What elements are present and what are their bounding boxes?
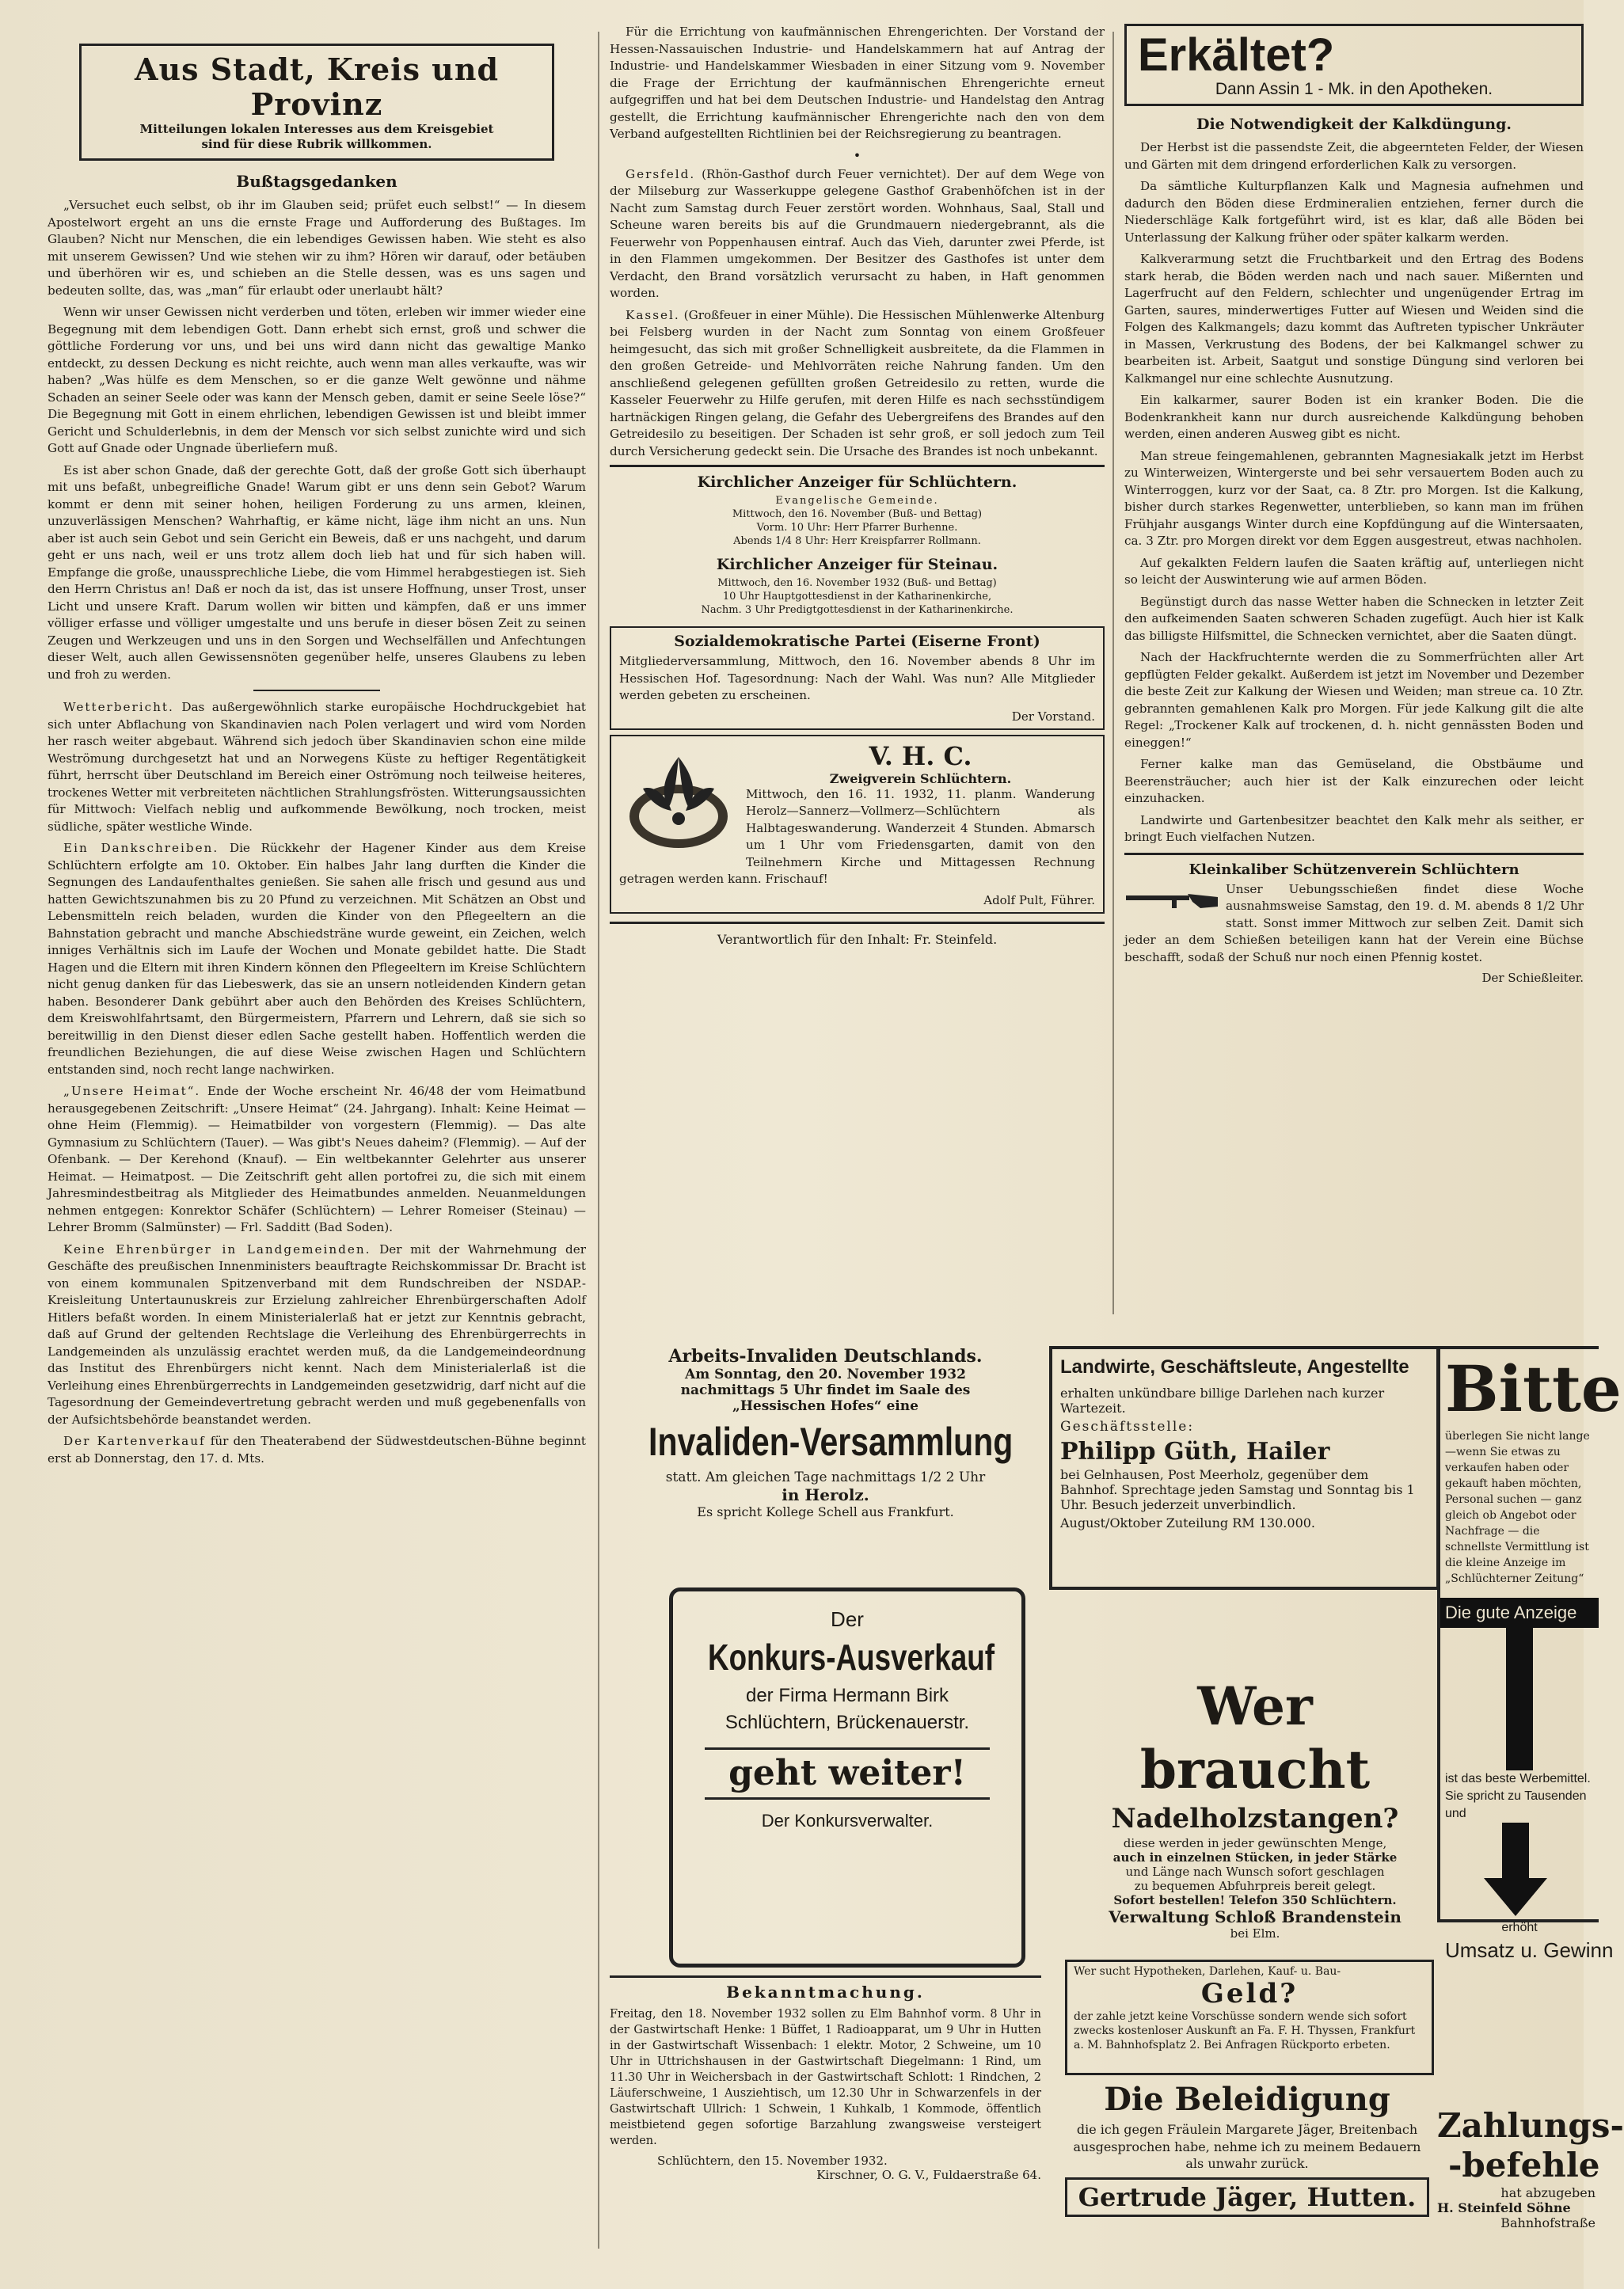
ad-line: Schlüchtern, den 15. November 1932. <box>657 2154 888 2168</box>
news-lead: Keine Ehrenbürger in Landgemeinden. <box>63 1241 371 1257</box>
ad-big-text: Wer braucht <box>1139 1675 1371 1800</box>
news-lead: Wetterbericht. <box>63 700 174 714</box>
article-paragraph: Es ist aber schon Gnade, daß der gerechte Gott, daß der große Gott sich überhaupt mit uns befaßt, unbegreifliche Gnade! Warum gibt er uns denn sein Gebot? Warum kommt er denn mit seiner hohen, heiligen Forderung zu uns armen, kleinen, unzuverlässigen Menschen? Wahrhaftig, er käme nicht, läge ihm nicht an uns. Nun aber ist auch sein Gebot und sein Gericht ein Beweis, daß er uns nachgeht, und darum geht er uns nach, weil er uns trotz allem doch lieb hat und für sich haben will. Empfange die große, unaussprechliche Liebe, die vom Himmel herabgestiegen ist. Sieh den Herrn Christus an! Daß er noch da ist, das ist unsere Hoffnung, unser Trost, unser Licht und unsere Kraft. Darum wollen wir bitten und kämpfen, daß er uns immer völliger erfasse und völliger umgestalte und uns berufe in dieser bösen Zeit zu seinen Zeugen und Werkzeugen und uns in den Sorgen und Wechselfällen und Anfechtungen dieser Welt, auch allen Gewissensnöten gegenüber helfe, unseres Glaubens zu leben und froh zu werden. <box>48 462 586 682</box>
ad-bitte <box>1437 1346 1622 1962</box>
article-paragraph: Nach der Hackfruchternte werden die zu Sommerfrüchten aller Art gepflügten Felder gekalkt. Außerdem ist jetzt im November und Dezember die beste Zeit zur Kalkung der Wiesen und Weiden; man streue ca. 10 Ztr. gebrannten gemahlenen Kalk pro Morgen. Für jede Kalkung gilt die alte Regel: „Trockener Kalk auf trockenen, d. h. nicht gennässten Boden und eineggen!“ <box>1124 650 1584 750</box>
news-text: Ende der Woche erscheint Nr. 46/48 der vom Heimatbund herausgegebenen Zeitschrift: „Unsere Heimat“ (24. Jahrgang). Inhalt: Keine Heimat — ohne Heim (Flemmig). — Heimatbilder von vorgestern (Flemmig). — Das alte Gymnasium zu Schlüchtern (Tauer). — Was gibt's Neues daheim? (Flemmig). — Auf der Ofenbank. — Der Kerehond (Knauf). — Ein weltbekannter Gelehrter aus unserer Heimat. — Heimatpost. — Die Zeitschrift geht allen portofrei zu, die sich mit einem Jahresmindestbeitrag als Mitglieder des Heimatbundes anmelden. Neuanmeldungen nehmen entgegen: Konrektor Schäfer (Schlüchtern) — Lehrer Romeiser (Steinau) — Lehrer Bromm (Salmünster) — Frl. Sadditt (Bad Soden). <box>48 1084 586 1234</box>
news-item <box>610 307 1105 461</box>
article-paragraph: Für die Errichtung von kaufmännischen Ehrengerichten. Der Vorstand der Hessen-Nassauischen Industrie- und Handelskammern hat auf Antrag der Industrie- und Handelskammer Wiesbaden in einer Sitzung vom 9. November die Frage der Errichtung der kaufmännischen Ehrengerichte erneut aufgegriffen und hat bei dem Deutschen Industrie- und Handelstag den Antrag gestellt, die Errichtung kaufmännischer Ehrengerichte nach den von dem Verband aufgestellten Richtlinien bei der Reichsregierung zu beantragen. <box>610 25 1105 141</box>
notice-text: Unser Uebungsschießen findet diese Woche ausnahmsweise Samstag, den 19. d. M. abends 8 1/2 Uhr statt. Sonst immer Mittwoch zur selben Zeit. Damit sich jeder an dem Schießen beteiligen kann hat der Verein eine Büchse beschafft, sodaß der Schuß nur noch einen Pfennig kostet. <box>1124 881 1584 964</box>
ad-line: statt. Am gleichen Tage nachmittags 1/2 2 Uhr <box>665 1470 986 1485</box>
article-paragraph: Wenn wir unser Gewissen nicht verderben und töten, erleben wir immer wieder eine Begegnung mit dem lebendigen Gott. Dann erhebt sich ernst, groß und schwer die göttliche Forderung vor uns, und bei uns wird dann nicht das gewaltige Manko entdeckt, zu dessen Deckung es nicht reichte, auch wenn man alles verkaufte, was wir haben? „Was hülfe es dem Menschen, so er die ganze Welt gewönne und nähme Schaden an seiner Seele oder was kann der Mensch geben, damit er seine Seele löse?“ Die Begegnung mit Gott in einem ehrlichen, lebendigen Gewissen ist und bleibt immer Gericht und Schulderlebnis, in dem der Mensch vor sich selbst zunichte wird und sich Gott auf Gnade oder Ungnade überliefern muß. <box>48 305 586 455</box>
ad-big-text: Geld? <box>1200 1978 1299 2010</box>
ad-line: zu bequemen Abfuhrpreis bereit gelegt. <box>1134 1879 1376 1893</box>
notice-line: Vorm. 10 Uhr: Herr Pfarrer Burhenne. <box>756 522 958 534</box>
news-lead: Kassel. <box>626 307 680 322</box>
notice-title: Sozialdemokratische Partei (Eiserne Front) <box>674 633 1040 650</box>
section-subtitle: Mitteilungen lokalen Interesses aus dem Kreisgebiet <box>139 122 494 136</box>
down-arrow-icon <box>1440 1823 1591 1918</box>
news-item <box>48 1241 586 1429</box>
ad-line: und Länge nach Wunsch sofort geschlagen <box>1125 1865 1385 1879</box>
ad-line: August/Oktober Zuteilung RM 130.000. <box>1060 1515 1316 1530</box>
news-item <box>48 699 586 835</box>
news-text: für den Theaterabend der Südwestdeutschen-Bühne beginnt erst ab Donnerstag, den 17. d. Mts. <box>48 1434 586 1466</box>
ad-line: Verwaltung Schloß Brandenstein <box>1109 1907 1402 1926</box>
column-agriculture <box>1124 24 1584 1322</box>
arrow-shaft <box>1506 1628 1533 1770</box>
article-title: Die Notwendigkeit der Kalkdüngung. <box>1196 116 1512 133</box>
ad-headline: Nadelholzstangen? <box>1111 1803 1399 1835</box>
ad-zahlungsbefehle <box>1437 2106 1624 2264</box>
article-paragraph: Ein kalkarmer, saurer Boden ist ein kranker Boden. Die die Bodenkrankheit kann nur durch ausreichende Kalkdüngung behoben werden, einen anderen Ausweg gibt es nicht. <box>1124 393 1584 441</box>
ad-big-text: Invaliden-Versammlung <box>648 1420 1014 1464</box>
ad-erkaeltet <box>1124 24 1584 106</box>
ad-line: der Firma Hermann Birk <box>745 1685 949 1706</box>
notice-title: Kirchlicher Anzeiger für Steinau. <box>716 556 998 573</box>
news-text: Das außergewöhnlich starke europäische Hochdruckgebiet hat sich unter Abflachung von Skandinavien nach Polen verlagert und wird vom Norden her rasch weiter abgebaut. Während sich jedoch über Skandinavien schon eine milde Weströmung durchgesetzt hat und an Norwegens Küste zu heftiger Regentätigkeit führt, herrscht über Deutschland im Bereich einer Oströmung noch teilweise heiteres, trockenes Wetter mit verbreiteten nächtlichen Strahlungsfrösten. Witterungsaussichten für Mittwoch: Vielfach neblig und aufkommende Bewölkung, noch trocken, meist südliche, später westliche Winde. <box>48 700 586 834</box>
news-text: (Rhön-Gasthof durch Feuer vernichtet). Der auf dem Wege von der Milseburg zur Wasserkuppe gelegene Gasthof Grabenhöfchen ist in der Nacht zum Samstag durch Feuer zerstört worden. Wohnhaus, Saal, Stall und Scheune waren bereits bis auf die Grundmauern niedergebrannt, als die Feuerwehr von Poppenhausen eintraf. Auch das Vieh, darunter zwei Pferde, ist in den Flammen umgekommen. Der Besitzer des Gasthofes ist unter dem Verdacht, den Brand vorsätzlich verursacht zu haben, in Haft genommen worden. <box>610 166 1105 300</box>
ad-headline: Arbeits-Invaliden Deutschlands. <box>668 1346 983 1367</box>
ad-bekanntmachung <box>610 1975 1041 2271</box>
notice-text: Mitgliederversammlung, Mittwoch, den 16. November abends 8 Uhr im Hessischen Hof. Tagesordnung: Nach der Wahl. Was nun? Alle Mitglieder werden gebeten zu erscheinen. <box>619 654 1095 702</box>
news-item <box>48 840 586 1078</box>
ad-text: die ich gegen Fräulein Margarete Jäger, Breitenbach ausgesprochen habe, nehme ich zu meinem Bedauern als unwahr zurück. <box>1073 2122 1421 2171</box>
section-title: Aus Stadt, Kreis und Provinz <box>134 51 500 122</box>
section-subtitle: sind für diese Rubrik willkommen. <box>201 137 432 151</box>
article-paragraph: Man streue feingemahlenen, gebrannten Magnesiakalk jetzt im Herbst zu Winterweizen, Wintergerste und bei sehr versauertem Boden auch zu Winterroggen, kurz vor der Saat, ca. 8 Ztr. pro Morgen. Ist die Kalkung, bisher durch starkes Regenwetter, unterblieben, so kann man im frühen Frühjahr ausgangs Winter durch eine Kopfdüngung auf die Wintersaaten, ca. 3 Ztr. pro Morgen direkt vor dem Eggen ausgestreut, etwas nachholen. <box>1124 448 1584 548</box>
article-paragraph: Begünstigt durch das nasse Wetter haben die Schnecken in letzter Zeit den aufkeimenden Saaten schweren Schaden zugefügt. Auch hier ist Kalk das billigste Hilfsmittel, die Schnecken vernichtet, aber die Saaten düngt. <box>1124 594 1584 643</box>
news-lead: Gersfeld. <box>626 166 696 181</box>
ad-nadelholz <box>1077 1675 1433 1941</box>
ad-text: Freitag, den 18. November 1932 sollen zu Elm Bahnhof vorm. 8 Uhr in der Gastwirtschaft Henke: 1 Büffet, 1 Radioapparat, um 9 Uhr in Hutten in der Gastwirtschaft Wissenbach: 1 elektr. Motor, 2 Schweine, um 10 Uhr in Uttrichshausen in der Gastwirtschaft Diegelmann: 1 Rind, um 11.30 Uhr in Weichersbach in der Gastwirtschaft Schlott: 1 Rindchen, 2 Läuferschweine, 1 Ausziehtisch, um 12.30 Uhr in Schwarzenfels in der Gastwirtschaft Ullrich: 1 Schwein, 1 Kuhkalb, 1 Kommode, öffentlich meistbietend gegen sofortige Barzahlung zwangsweise versteigert werden. <box>610 2008 1041 2147</box>
notice-text: Mittwoch, den 16. 11. 1932, 11. planm. Wanderung Herolz—Sannerz—Vollmerz—Schlüchtern als Halbtageswanderung. Wanderzeit 4 Stunden. Abmarsch um 1 Uhr vom Friedensgarten, damit von den Teilnehmern Kirche und Mittagessen Rechnung getragen werden kann. Frischauf! <box>619 786 1095 886</box>
ad-text: überlegen Sie nicht lange—wenn Sie etwas zu verkaufen haben oder gekauft haben möchten, Personal suchen — ganz gleich ob Angebot oder Nachfrage — die schnellste Vermittlung ist die kleine Anzeige im „Schlüchterner Zeitung“ <box>1445 1430 1590 1585</box>
article-title: Bußtagsgedanken <box>236 172 397 191</box>
article-paragraph: Auf gekalkten Feldern laufen die Saaten kräftig auf, unterliegen nicht so leicht der Auswinterung wie auf armen Böden. <box>1124 555 1584 587</box>
church-notice-schluechtern <box>610 465 1105 622</box>
notice-line: 10 Uhr Hauptgottesdienst in der Katharinenkirche, <box>722 591 992 603</box>
news-item <box>48 1083 586 1237</box>
ad-text: erhalten unkündbare billige Darlehen nach kurzer Wartezeit. <box>1060 1386 1385 1416</box>
ad-big-text: Die Beleidigung <box>1104 2081 1390 2118</box>
ad-line: bei Elm. <box>1230 1926 1280 1941</box>
section-header-box <box>79 44 554 161</box>
ad-line: Der Konkursverwalter. <box>761 1811 934 1831</box>
ad-big-text: -befehle <box>1448 2146 1600 2184</box>
ad-headline: Die gute Anzeige <box>1440 1598 1599 1628</box>
ad-big-text: Philipp Güth, Hailer <box>1060 1438 1330 1466</box>
ad-line: hat abzugeben <box>1500 2185 1595 2200</box>
ad-line: Bahnhofstraße <box>1500 2215 1595 2230</box>
notice-line: Abends 1/4 8 Uhr: Herr Kreispfarrer Rollmann. <box>733 535 981 547</box>
news-lead: „Unsere Heimat“. <box>63 1084 201 1098</box>
notice-line: Mittwoch, den 16. November (Buß- und Bettag) <box>732 508 983 520</box>
ad-line: diese werden in jeder gewünschten Menge, <box>1123 1836 1387 1850</box>
vhc-notice <box>610 735 1105 914</box>
ad-big-text: geht weiter! <box>705 1747 990 1800</box>
notice-line: Mittwoch, den 16. November 1932 (Buß- und Bettag) <box>717 577 997 589</box>
ad-big-text: Bitte <box>1445 1352 1622 1426</box>
column-rule <box>1112 32 1114 1314</box>
ad-konkurs <box>669 1587 1025 1968</box>
ad-text: ist das beste Werbemittel. Sie spricht zu Tausenden und <box>1445 1772 1591 1820</box>
ad-big-text: Zahlungs- <box>1437 2106 1624 2145</box>
news-item <box>610 166 1105 302</box>
notice-signature: Der Vorstand. <box>1011 709 1095 724</box>
ad-line: H. Steinfeld Söhne <box>1437 2200 1571 2215</box>
ad-signature: Gertrude Jäger, Hutten. <box>1065 2177 1429 2217</box>
article-paragraph: Ferner kalke man das Gemüseland, die Obstbäume und Beerensträucher; auch hier ist der Kalk einzurechen oder leicht einzuhacken. <box>1124 757 1584 805</box>
ad-headline: Bekanntmachung. <box>726 1983 925 2002</box>
news-item <box>48 1433 586 1467</box>
ad-headline: Landwirte, Geschäftsleute, Angestellte <box>1060 1356 1409 1378</box>
ad-geld <box>1065 1960 1434 2075</box>
column-local-news <box>48 44 586 2253</box>
divider <box>253 690 380 691</box>
news-lead: Der Kartenverkauf <box>63 1434 206 1448</box>
ad-line: Schlüchtern, Brückenauerstr. <box>725 1712 970 1733</box>
notice-title: V. H. C. <box>869 740 972 771</box>
ad-line: in Herolz. <box>782 1485 869 1504</box>
ad-line: auch in einzelnen Stücken, in jeder Stärke <box>1112 1850 1398 1865</box>
article-paragraph: „Versuchet euch selbst, ob ihr im Glauben seid; prüfet euch selbst!“ — In diesem Apostelwort ergeht an uns die ernste Frage und Aufforderung des Bußtages. Im Glauben? Nicht nur Menschen, die ein lebendiges Gewissen haben. Wie steht es also mit unserem Gewissen? Und wie stehen wir zu ihm? Hören wir darauf, oder betäuben und überhören wir es, und schieben an die Stelle dessen, was es uns sagen und bedeuten sollte, das, was „man“ für erlaubt oder unerlaubt hält? <box>48 198 586 298</box>
ad-line: Wer sucht Hypotheken, Darlehen, Kauf- u. Bau- <box>1074 1965 1341 1978</box>
article-paragraph: Da sämtliche Kulturpflanzen Kalk und Magnesia aufnehmen und dadurch den Böden diese Erdmineralien entziehen, ferner durch die Niederschläge Kalk fortgeführt wird, ist es klar, daß alle Böden bei Unterlassung der Kalkung früher oder später kalkarm werden. <box>1124 179 1584 245</box>
article-paragraph: Kalkverarmung setzt die Fruchtbarkeit und den Ertrag des Bodens stark herab, die Böden werden nach und nach sauer. Mißernten und Lagerfrucht auf den Feldern, schlechter und ungenügender Ertrag im Garten, saures, minderwertiges Futter auf Wiesen und Weiden sind die Folgen des Kalkmangels; dazu kommt das Auftreten typischer Unkräuter in Massen, Verkrustung des Bodens, der bei Kalkmangel schwer zu bearbeiten ist. Arbeit, Saatgut und sonstige Düngung sind verloren bei Kalkmangel nur eine schlechte Ausnutzung. <box>1124 252 1584 386</box>
ad-darlehen <box>1049 1346 1440 1590</box>
news-lead: Ein Dankschreiben. <box>63 841 219 855</box>
ad-line: Umsatz u. Gewinn <box>1445 1938 1614 1962</box>
ad-text: der zahle jetzt keine Vorschüsse sondern wende sich sofort zwecks kostenloser Auskunft an Fa. F. H. Thyssen, Frankfurt a. M. Bahnhofsplatz 2. Bei Anfragen Rückporto erbeten. <box>1074 2010 1416 2051</box>
ad-line: erhöht <box>1501 1921 1538 1934</box>
ad-signature: Kirschner, O. G. V., Fuldaerstraße 64. <box>816 2168 1041 2182</box>
article-paragraph: Landwirte und Gartenbesitzer beachtet den Kalk mehr als seither, er bringt Euch vielfachen Nutzen. <box>1124 812 1584 844</box>
column-regional-news <box>610 24 1105 1298</box>
notice-signature: Der Schießleiter. <box>1481 971 1584 985</box>
ad-line: Am Sonntag, den 20. November 1932 <box>685 1367 966 1382</box>
ad-line: Es spricht Kollege Schell aus Frankfurt. <box>697 1504 954 1519</box>
notice-title: Kleinkaliber Schützenverein Schlüchtern <box>1189 861 1519 878</box>
ad-line: „Hessischen Hofes“ eine <box>732 1398 918 1414</box>
spd-notice <box>610 626 1105 730</box>
notice-signature: Adolf Pult, Führer. <box>983 892 1095 907</box>
ad-headline: Erkältet? <box>1138 29 1335 81</box>
ad-text: bei Gelnhausen, Post Meerholz, gegenüber dem Bahnhof. Sprechtage jeden Samstag und Sonntag bis 1 Uhr. Besuch jederzeit unverbindlich. <box>1060 1467 1415 1512</box>
article-paragraph: Der Herbst ist die passendste Zeit, die abgeernteten Felder, der Wiesen und Gärten mit dem dringend erforderlichen Kalk zu versorgen. <box>1124 140 1584 172</box>
oak-leaf-emblem-icon <box>619 741 738 860</box>
news-text: Der mit der Wahrnehmung der Geschäfte des preußischen Innenministers beauftragte Reichskommissar Dr. Bracht ist von einem kommunalen Spitzenverband mit dem Rundschreiben der NSDAP.-Kreisleitung Untertaunuskreis zur Erzielung zahlreicher Ehrenbürgerschaften Adolf Hitlers befaßt worden. In einem Ministerialerlaß hat er jetzt zur Kenntnis gebracht, daß auf Grund der geltenden Rechtslage die Verleihung des Ehrenbürgerrechts in Landgemeinden als unzulässig erachtet werden muß, da die Landgemeindeordnung das Institut des Ehrenbürgers nicht kennt. Nach dem Ministerialerlaß ist die Verleihung eines Ehrenbürgerrechts in Landgemeinden gesetzwidrig, darf nicht auf die Tagesordnung der Gemeindevertretung gebracht werden und muß gegebenenfalls von der Aufsichtsbehörde beanstandet werden. <box>48 1241 586 1427</box>
column-rule <box>598 32 599 2249</box>
rifle-icon <box>1124 884 1219 916</box>
notice-line: Evangelische Gemeinde. <box>775 495 939 507</box>
ad-line: Der <box>831 1607 864 1631</box>
news-text: Die Rückkehr der Hagener Kinder aus dem Kreise Schlüchtern erfolgte am 10. Oktober. Ein halbes Jahr lang durften die Kinder die Segnungen des Landaufenthaltes genießen. Sie sahen alle frisch und gesund aus und hatten Gewichtszunahmen bis zu 20 Pfund zu verzeichnen. Mit Schätzen an Obst und Lebensmitteln reich beladen, wurden die Kinder von den Pflegeeltern an die Bahnstation gebracht und manche Abschiedsträne wurde geweint, ein Zeichen, welch inniges Verhältnis sich im Laufe der Wochen und Monate gebildet hatte. Die Stadt Hagen und die Eltern mit ihren Kindern können den Pflegeeltern im Kreise Schlüchtern nicht genug danken für das Liebeswerk, das sie an unsern notleidenden Kindern getan haben. Besonderer Dank gebührt aber auch den Behörden des Kreises Schlüchtern, dem Kreiswohlfahrtsamt, den Bürgermeistern, Pfarrern und Lehrern, daß sie sich so bereitwillig in den Dienst dieser edlen Sache gestellt haben. Hoffentlich werden die freundlichen Beziehungen, die auf diese Weise zwischen Hagen und Schlüchtern entstanden sind, noch recht lange nachwirken. <box>48 841 587 1077</box>
ad-big-text: Konkurs-Ausverkauf <box>708 1637 995 1678</box>
responsibility-line: Verantwortlich für den Inhalt: Fr. Steinfeld. <box>610 922 1105 947</box>
notice-subtitle: Zweigverein Schlüchtern. <box>829 770 1012 786</box>
notice-line: Nachm. 3 Uhr Predigtgottesdienst in der Katharinenkirche. <box>701 604 1014 616</box>
notice-title: Kirchlicher Anzeiger für Schlüchtern. <box>697 473 1017 491</box>
shooting-club-notice <box>1124 853 1584 986</box>
ad-line: Geschäftsstelle: <box>1060 1419 1195 1435</box>
separator-dot: • <box>853 147 861 163</box>
ad-line: nachmittags 5 Uhr findet im Saale des <box>680 1382 971 1398</box>
ad-beleidigung <box>1065 2078 1429 2264</box>
ad-line: Sofort bestellen! Telefon 350 Schlüchtern. <box>1113 1893 1397 1907</box>
ad-text: Dann Assin 1 - Mk. in den Apotheken. <box>1215 80 1493 98</box>
news-text: (Großfeuer in einer Mühle). Die Hessischen Mühlenwerke Altenburg bei Felsberg wurden in der Nacht zum Sonntag von einem Großfeuer heimgesucht, das sich mit großer Schnelligkeit ausbreitete, da die Flammen in den großen Getreide- und Mehlvorräten reiche Nahrung fanden. Um den anschließend gelegenen gefüllten großen Getreidesilo zu retten, wurde die Kasseler Feuerwehr zu Hilfe gerufen, mit deren Hilfe es nach sechsstündigem hartnäckigen Ringen gelang, die Gefahr des Uebergreifens des Brandes auf den Getreidesilo zu beseitigen. Der Schaden ist sehr groß, er soll jedoch zum Teil durch Versicherung gedeckt sein. Die Ursache des Brandes ist noch unbekannt. <box>610 307 1105 458</box>
